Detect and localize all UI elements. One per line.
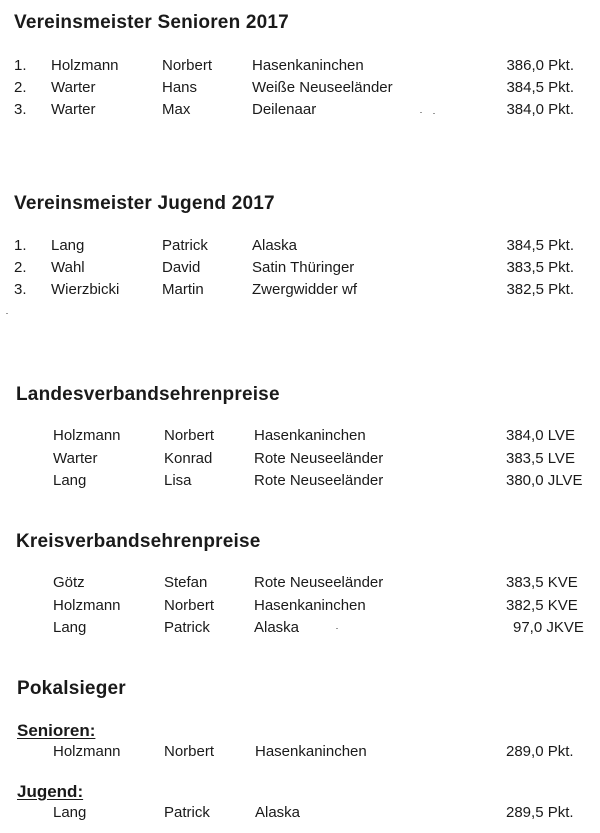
first-name: Patrick (162, 237, 208, 254)
breed: Alaska (255, 804, 301, 821)
score: 384,0 Pkt. (506, 101, 574, 118)
breed: Weiße Neuseeländer (252, 79, 393, 96)
table-row (0, 281, 600, 303)
score: 382,5 KVE (506, 597, 578, 614)
breed: Hasenkaninchen (254, 427, 366, 444)
score: 384,5 Pkt. (506, 237, 574, 254)
first-name: Hans (162, 79, 198, 96)
heading-kreisverbandsehrenpreise: Kreisverbandsehrenpreise (16, 531, 261, 552)
heading-pokalsieger: Pokalsieger (17, 678, 126, 699)
breed: Rote Neuseeländer (254, 574, 384, 591)
first-name: Patrick (164, 619, 210, 636)
scan-speck (336, 628, 338, 629)
table-row (0, 597, 600, 619)
rank: 1. (14, 57, 27, 74)
heading-vereinsmeister-jugend: Vereinsmeister Jugend 2017 (14, 193, 275, 214)
table-row (0, 574, 600, 596)
last-name: Holzmann (53, 427, 121, 444)
score: 383,5 Pkt. (506, 259, 574, 276)
first-name: Norbert (164, 597, 215, 614)
breed: Satin Thüringer (252, 259, 355, 276)
table-row (0, 427, 600, 449)
score: 289,0 Pkt. (506, 743, 574, 760)
breed: Hasenkaninchen (254, 597, 366, 614)
score: 97,0 JKVE (513, 619, 584, 636)
last-name: Warter (53, 450, 98, 467)
first-name: Norbert (164, 743, 215, 760)
first-name: Martin (162, 281, 204, 298)
first-name: David (162, 259, 201, 276)
rank: 3. (14, 281, 27, 298)
last-name: Lang (51, 237, 85, 254)
heading-landesverbandsehrenpreise: Landesverbandsehrenpreise (16, 384, 280, 405)
score: 383,5 KVE (506, 574, 578, 591)
last-name: Holzmann (51, 57, 119, 74)
last-name: Wahl (51, 259, 85, 276)
subheading-jugend: Jugend: (17, 782, 84, 801)
first-name: Patrick (164, 804, 210, 821)
scan-speck (420, 112, 422, 113)
table-row (0, 472, 600, 494)
breed: Rote Neuseeländer (254, 472, 384, 489)
score: 383,5 LVE (506, 450, 575, 467)
rank: 3. (14, 101, 27, 118)
scan-speck (6, 313, 8, 314)
score: 386,0 Pkt. (506, 57, 574, 74)
last-name: Warter (51, 79, 96, 96)
first-name: Stefan (164, 574, 208, 591)
breed: Hasenkaninchen (255, 743, 367, 760)
breed: Hasenkaninchen (252, 57, 364, 74)
scan-speck (433, 113, 435, 114)
table-row (0, 619, 600, 641)
first-name: Norbert (162, 57, 213, 74)
first-name: Max (162, 101, 191, 118)
table-row (0, 259, 600, 281)
last-name: Lang (53, 472, 87, 489)
table-row (0, 79, 600, 101)
score: 384,0 LVE (506, 427, 575, 444)
table-row (0, 101, 600, 123)
last-name: Lang (53, 804, 87, 821)
heading-vereinsmeister-senioren: Vereinsmeister Senioren 2017 (14, 12, 289, 33)
last-name: Holzmann (53, 597, 121, 614)
rank: 2. (14, 259, 27, 276)
last-name: Warter (51, 101, 96, 118)
table-row (0, 57, 600, 79)
breed: Zwergwidder wf (252, 281, 358, 298)
first-name: Konrad (164, 450, 213, 467)
table-row (0, 743, 600, 765)
table-row (0, 450, 600, 472)
score: 384,5 Pkt. (506, 79, 574, 96)
first-name: Lisa (164, 472, 192, 489)
last-name: Götz (53, 574, 85, 591)
last-name: Holzmann (53, 743, 121, 760)
breed: Rote Neuseeländer (254, 450, 384, 467)
breed: Alaska (252, 237, 298, 254)
score: 289,5 Pkt. (506, 804, 574, 821)
score: 382,5 Pkt. (506, 281, 574, 298)
table-row (0, 804, 600, 826)
last-name: Lang (53, 619, 87, 636)
rank: 2. (14, 79, 27, 96)
breed: Alaska (254, 619, 300, 636)
table-row (0, 237, 600, 259)
breed: Deilenaar (252, 101, 317, 118)
score: 380,0 JLVE (506, 472, 583, 489)
last-name: Wierzbicki (51, 281, 120, 298)
subheading-senioren: Senioren: (17, 721, 96, 740)
first-name: Norbert (164, 427, 215, 444)
rank: 1. (14, 237, 27, 254)
